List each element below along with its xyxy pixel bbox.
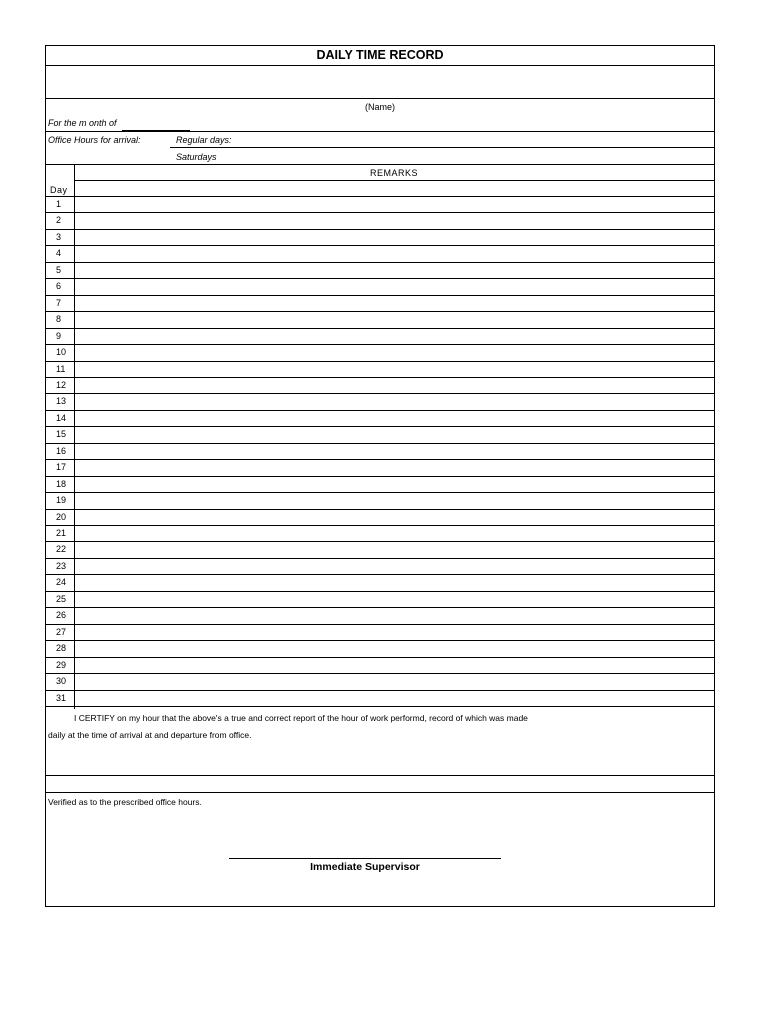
row-divider (46, 328, 714, 329)
day-header: Day (50, 185, 68, 195)
day-number: 9 (56, 330, 62, 341)
row-divider (46, 278, 714, 279)
day-number: 17 (56, 462, 67, 473)
day-number: 15 (56, 429, 67, 440)
day-number: 19 (56, 495, 67, 506)
row-divider (46, 212, 714, 213)
divider (170, 147, 714, 148)
row-divider (46, 673, 714, 674)
row-divider (46, 607, 714, 608)
row-divider (46, 393, 714, 394)
day-number: 4 (56, 248, 62, 259)
day-number: 25 (56, 593, 67, 604)
day-number: 6 (56, 281, 62, 292)
divider (46, 792, 714, 793)
name-label: (Name) (364, 102, 395, 112)
day-number: 26 (56, 610, 67, 621)
row-divider (46, 624, 714, 625)
row-divider (46, 476, 714, 477)
row-divider (46, 410, 714, 411)
day-number: 3 (56, 231, 62, 242)
regular-days-label: Regular days: (176, 135, 232, 145)
day-number: 20 (56, 511, 67, 522)
row-divider (46, 690, 714, 691)
row-divider (46, 295, 714, 296)
day-number: 7 (56, 297, 62, 308)
row-divider (46, 591, 714, 592)
row-divider (46, 574, 714, 575)
certification-text-line1: I CERTIFY on my hour that the above's a true and correct report of the hour of work performd, record of which was made (74, 713, 528, 723)
row-divider (46, 426, 714, 427)
day-number: 10 (56, 347, 67, 358)
day-number: 31 (56, 692, 67, 703)
row-divider (46, 229, 714, 230)
day-number: 1 (56, 199, 62, 209)
row-divider (46, 492, 714, 493)
row-divider (46, 377, 714, 378)
saturdays-label: Saturdays (176, 152, 217, 162)
row-divider (46, 443, 714, 444)
row-divider (46, 640, 714, 641)
row-divider (46, 361, 714, 362)
office-hours-label: Office Hours for arrival: (48, 135, 141, 145)
day-number: 30 (56, 676, 67, 687)
day-number: 23 (56, 560, 67, 571)
row-divider (46, 245, 714, 246)
divider (46, 98, 714, 99)
divider (46, 65, 714, 66)
month-label: For the m onth of (48, 118, 117, 128)
row-divider (46, 344, 714, 345)
row-divider (46, 541, 714, 542)
signature-line (229, 858, 501, 859)
day-number: 14 (56, 412, 67, 423)
daily-time-record-form (45, 45, 715, 907)
certification-text-line2: daily at the time of arrival at and departure from office. (48, 730, 252, 740)
divider (46, 164, 714, 165)
row-divider (46, 525, 714, 526)
row-divider (46, 196, 714, 197)
divider (74, 180, 714, 181)
day-number: 16 (56, 445, 67, 456)
row-divider (46, 262, 714, 263)
day-number: 21 (56, 528, 67, 538)
row-divider (46, 657, 714, 658)
day-number: 5 (56, 264, 62, 275)
day-number: 12 (56, 379, 67, 390)
divider (46, 131, 714, 132)
day-number: 22 (56, 544, 67, 555)
day-number: 18 (56, 478, 67, 489)
day-number: 24 (56, 577, 67, 588)
supervisor-label: Immediate Supervisor (310, 861, 420, 873)
row-divider (46, 459, 714, 460)
row-divider (46, 311, 714, 312)
remarks-header: REMARKS (369, 168, 418, 178)
form-title: DAILY TIME RECORD (316, 48, 444, 62)
day-number: 28 (56, 643, 67, 654)
verified-text: Verified as to the prescribed office hours. (48, 797, 202, 807)
day-number: 8 (56, 314, 62, 325)
row-divider (46, 509, 714, 510)
day-number: 27 (56, 626, 67, 637)
day-number: 13 (56, 396, 67, 407)
row-divider (46, 558, 714, 559)
divider (46, 775, 714, 776)
day-number: 2 (56, 215, 62, 226)
day-number: 29 (56, 659, 67, 670)
day-number: 11 (56, 363, 66, 374)
row-divider (46, 706, 714, 707)
